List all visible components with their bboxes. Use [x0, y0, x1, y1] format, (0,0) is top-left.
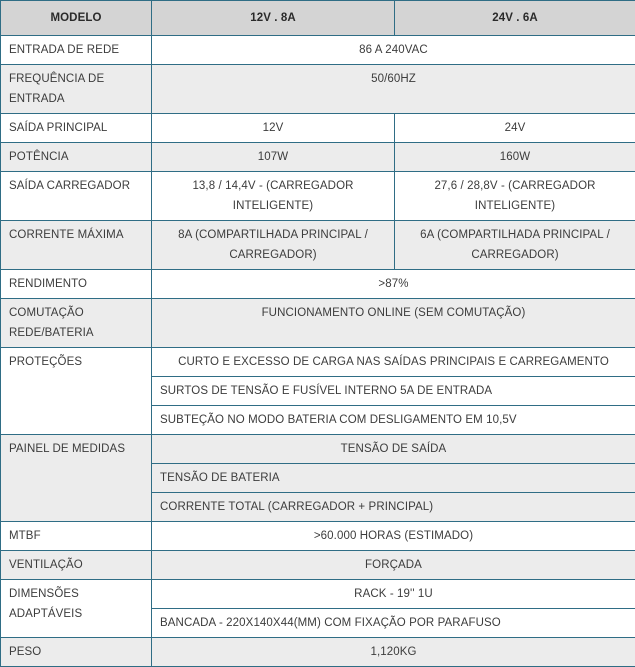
label-saida-principal: SAÍDA PRINCIPAL	[1, 114, 152, 143]
label-ventilacao: VENTILAÇÃO	[1, 551, 152, 580]
value-saida-principal-24v: 24V	[395, 114, 635, 143]
value-dimensoes-2: BANCADA - 220X140X44(MM) COM FIXAÇÃO POR PARAFUSO	[152, 609, 635, 638]
value-painel-2: TENSÃO DE BATERIA	[152, 464, 635, 493]
value-frequencia: 50/60HZ	[152, 65, 635, 114]
row-potencia	[1, 143, 635, 172]
value-protecoes-3: SUBTEÇÃO NO MODO BATERIA COM DESLIGAMENTO EM 10,5V	[152, 406, 635, 435]
label-dimensoes: DIMENSÕES ADAPTÁVEIS	[1, 580, 152, 638]
label-rendimento: RENDIMENTO	[1, 270, 152, 299]
value-painel-3: CORRENTE TOTAL (CARREGADOR + PRINCIPAL)	[152, 493, 635, 522]
value-comutacao: FUNCIONAMENTO ONLINE (SEM COMUTAÇÃO)	[152, 299, 635, 348]
header-12v-8a: 12V . 8A	[152, 1, 395, 36]
value-potencia-24v: 160W	[395, 143, 635, 172]
header-24v-6a: 24V . 6A	[395, 1, 635, 36]
value-peso: 1,120KG	[152, 638, 635, 667]
label-potencia: POTÊNCIA	[1, 143, 152, 172]
row-frequencia	[1, 65, 635, 114]
row-protecoes-1	[1, 348, 635, 377]
label-corrente-maxima: CORRENTE MÁXIMA	[1, 221, 152, 270]
value-saida-principal-12v: 12V	[152, 114, 395, 143]
value-entrada-rede: 86 A 240VAC	[152, 36, 635, 65]
value-saida-carregador-12v: 13,8 / 14,4V - (CARREGADOR INTELIGENTE)	[152, 172, 395, 221]
row-painel-1	[1, 435, 635, 464]
header-model: MODELO	[1, 1, 152, 36]
row-rendimento	[1, 270, 635, 299]
value-mtbf: >60.000 HORAS (ESTIMADO)	[152, 522, 635, 551]
label-saida-carregador: SAÍDA CARREGADOR	[1, 172, 152, 221]
label-entrada-rede: ENTRADA DE REDE	[1, 36, 152, 65]
value-corrente-maxima-12v: 8A (COMPARTILHADA PRINCIPAL / CARREGADOR)	[152, 221, 395, 270]
row-saida-carregador	[1, 172, 635, 221]
label-peso: PESO	[1, 638, 152, 667]
value-painel-1: TENSÃO DE SAÍDA	[152, 435, 635, 464]
value-dimensoes-1: RACK - 19'' 1U	[152, 580, 635, 609]
label-protecoes: PROTEÇÕES	[1, 348, 152, 435]
value-protecoes-1: CURTO E EXCESSO DE CARGA NAS SAÍDAS PRINCIPAIS E CARREGAMENTO	[152, 348, 635, 377]
row-ventilacao	[1, 551, 635, 580]
row-comutacao	[1, 299, 635, 348]
row-corrente-maxima	[1, 221, 635, 270]
value-ventilacao: FORÇADA	[152, 551, 635, 580]
header-row	[1, 1, 635, 36]
label-comutacao: COMUTAÇÃO REDE/BATERIA	[1, 299, 152, 348]
label-frequencia: FREQUÊNCIA DE ENTRADA	[1, 65, 152, 114]
label-painel: PAINEL DE MEDIDAS	[1, 435, 152, 522]
value-rendimento: >87%	[152, 270, 635, 299]
row-dimensoes-1	[1, 580, 635, 609]
label-mtbf: MTBF	[1, 522, 152, 551]
value-potencia-12v: 107W	[152, 143, 395, 172]
value-corrente-maxima-24v: 6A (COMPARTILHADA PRINCIPAL / CARREGADOR)	[395, 221, 635, 270]
row-mtbf	[1, 522, 635, 551]
row-peso	[1, 638, 635, 667]
value-protecoes-2: SURTOS DE TENSÃO E FUSÍVEL INTERNO 5A DE ENTRADA	[152, 377, 635, 406]
value-saida-carregador-24v: 27,6 / 28,8V - (CARREGADOR INTELIGENTE)	[395, 172, 635, 221]
row-entrada-rede	[1, 36, 635, 65]
row-saida-principal	[1, 114, 635, 143]
